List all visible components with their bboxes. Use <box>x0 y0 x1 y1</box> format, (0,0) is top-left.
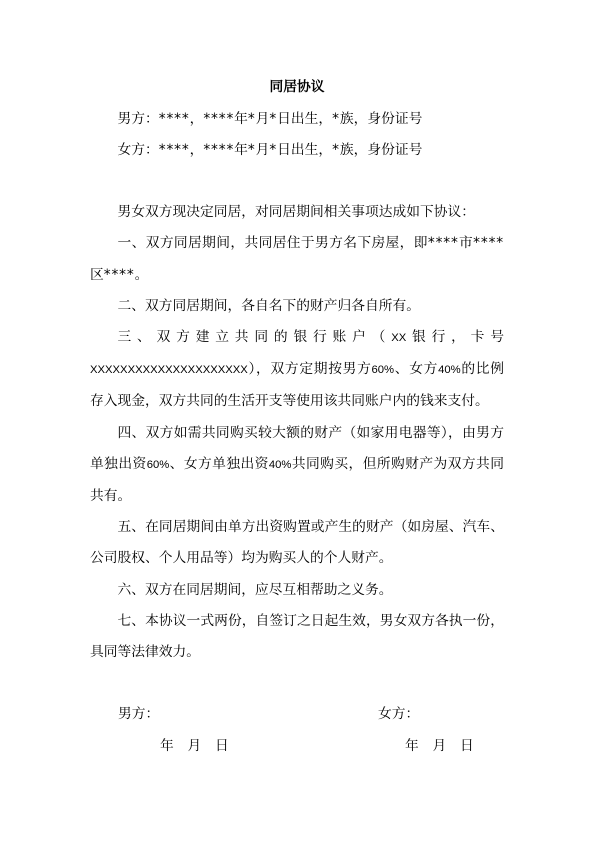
clause-4: 四、双方如需共同购买较大额的财产（如家用电器等），由男方单独出资60%、女方单独出资40%共同购买，但所购财产为双方共同共有。 <box>90 424 504 505</box>
male-signature-date: 年 月 日 <box>160 737 229 754</box>
asterisk-run: * <box>247 110 256 127</box>
clause-3: 三、双方建立共同的银行账户（XX银行，卡号XXXXXXXXXXXXXXXXXXXXX），双方定期按男方60%、女方40%的比例存入现金，双方共同的生活开支等使用该共同账户内的钱来支付。 <box>90 329 504 410</box>
asterisk-run: **** <box>158 110 190 127</box>
asterisk-run: * <box>332 141 340 158</box>
male-signature-label: 男方： <box>118 706 160 723</box>
asterisk-run: **** <box>158 141 190 158</box>
asterisk-run: * <box>269 141 278 158</box>
clause-5: 五、在同居期间由单方出资购置或产生的财产（如房屋、汽车、公司股权、个人用品等）均为购买人的个人财产。 <box>90 519 504 567</box>
asterisk-run: * <box>269 110 278 127</box>
clause-2: 二、双方同居期间，各自名下的财产归各自所有。 <box>117 297 421 314</box>
female-signature-date: 年 月 日 <box>405 737 474 754</box>
male-party-info: 男方：****，****年*月*日出生，*族，身份证号 <box>117 110 423 127</box>
document-title: 同居协议 <box>269 79 325 96</box>
signature-block <box>90 699 504 761</box>
clause-1: 一、双方同居期间，共同居住于男方名下房屋，即****市****区****。 <box>90 235 504 283</box>
asterisk-run: **** <box>473 235 504 252</box>
asterisk-run: **** <box>427 235 459 252</box>
clause-7: 七、本协议一式两份，自签订之日起生效，男女双方各执一份，具同等法律效力。 <box>90 612 504 661</box>
latin-text-run: XXXXXXXXXXXXXXXXXXXXX <box>90 364 248 377</box>
agreement-intro: 男女双方现决定同居，对同居期间相关事项达成如下协议： <box>117 204 476 221</box>
latin-text-run: XX <box>391 332 407 344</box>
asterisk-run: **** <box>203 110 235 127</box>
asterisk-run: **** <box>103 266 135 283</box>
asterisk-run: * <box>247 141 256 158</box>
latin-text-run: 60% <box>371 364 395 377</box>
latin-text-run: 40% <box>438 364 461 377</box>
clause-6: 六、双方在同居期间，应尽互相帮助之义务。 <box>117 581 393 598</box>
latin-text-run: 40% <box>268 458 292 471</box>
female-signature-label: 女方： <box>378 706 420 723</box>
asterisk-run: **** <box>203 141 235 158</box>
female-party-info: 女方：****，****年*月*日出生，*族，身份证号 <box>117 141 423 158</box>
latin-text-run: 60% <box>146 458 170 471</box>
agreement-body <box>90 72 504 761</box>
asterisk-run: * <box>332 110 340 127</box>
